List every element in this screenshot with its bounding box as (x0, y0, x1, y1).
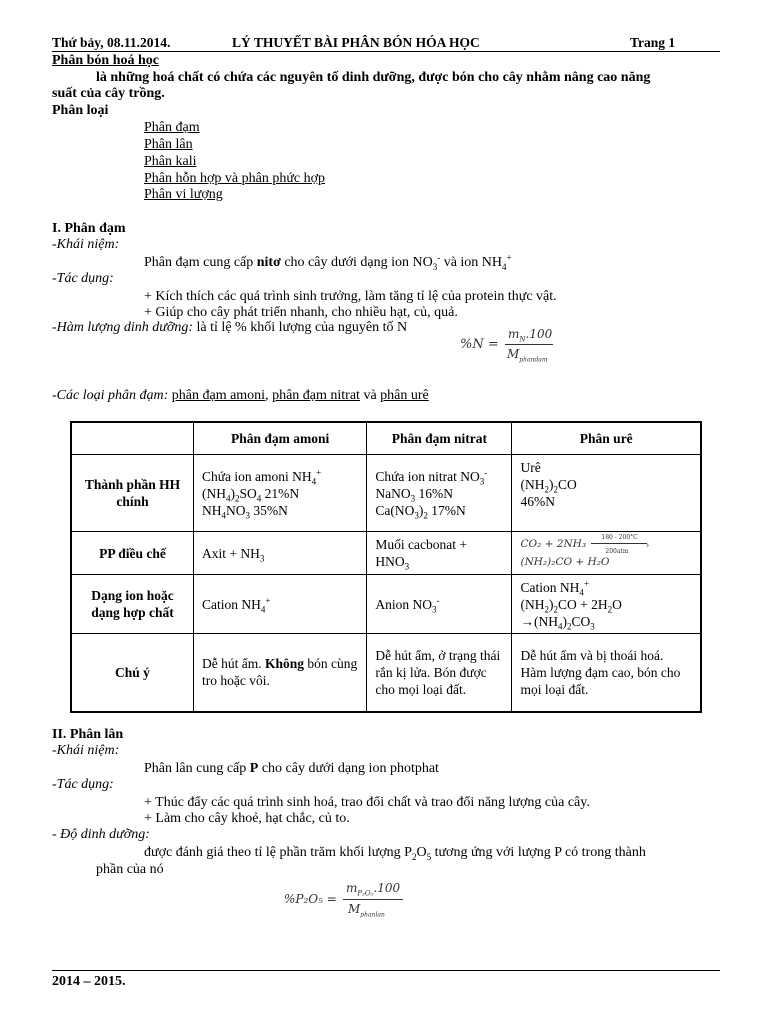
section1-concept-text: Phân đạm cung cấp nitơ cho cây dưới dạng ion $NO_3^-$ và ion $NH_4^+$ (144, 252, 512, 272)
row-label: Chú ý (71, 634, 193, 712)
table-header-cell: Phân đạm nitrat (367, 422, 512, 455)
urea-reaction-line2: (NH₂)₂CO + H₂O (520, 556, 610, 568)
table-cell: Axit + $NH_3$ (193, 532, 366, 575)
header-rule (52, 51, 720, 52)
header-page: Trang 1 (630, 35, 676, 50)
section1-content: -Hàm lượng dinh dưỡng: là tỉ lệ % khối lượng của nguyên tố N (52, 320, 408, 335)
table-corner-cell (71, 422, 193, 455)
footer-year: 2014 – 2015. (52, 974, 126, 989)
reaction-arrow-icon: › 180 - 200°C 200atm (591, 537, 649, 547)
formula-n-denominator: $M_{phandam}$ (507, 347, 548, 364)
table-row (71, 455, 701, 532)
table-row (71, 575, 701, 634)
table-cell: Cation $NH_4^+$ $(NH_2)_2CO + 2H_2O$ $\to(NH_4)_2CO_3$ (512, 575, 701, 634)
row-label: Dạng ion hoặc dạng hợp chất (71, 575, 193, 634)
type-item: Phân hỗn hợp và phân phức hợp (144, 171, 326, 186)
section2-heading: II. Phân lân (52, 727, 124, 742)
section1-effect1: + Kích thích các quá trình sinh trưởng, làm tăng tỉ lệ của protein thực vật. (144, 289, 557, 304)
intro-heading: Phân bón hoá học (52, 53, 159, 68)
type-item: Phân kali (144, 154, 197, 169)
table-row (71, 532, 701, 575)
footer-rule (52, 970, 720, 971)
formula-p-numerator: $m_{P_2O_5}.100$ (346, 881, 401, 898)
type-item: Phân vi lượng (144, 187, 223, 202)
section1-effect2: + Giúp cho cây phát triển nhanh, cho nhiều hạt, củ, quả. (144, 305, 458, 320)
section1-effect-label: -Tác dụng: (52, 271, 114, 286)
table-cell: Dễ hút ẩm. Không bón cùng tro hoặc vôi. (193, 634, 366, 712)
table-cell: Dễ hút ẩm và bị thoái hoá. Hàm lượng đạm cao, bón cho mọi loại đất. (512, 634, 701, 712)
table-row (71, 634, 701, 712)
intro-definition-line1: là những hoá chất có chứa các nguyên tố dinh dưỡng, được bón cho cây nhằm nâng cao năng (96, 70, 651, 85)
row-label: Thành phần HH chính (71, 455, 193, 532)
formula-p-denominator: $M_{phanlan}$ (348, 902, 385, 919)
section1-concept-label: -Khái niệm: (52, 237, 120, 252)
section2-concept-text: Phân lân cung cấp P cho cây dưới dạng ion photphat (144, 761, 439, 776)
section1-heading: I. Phân đạm (52, 221, 126, 236)
table-cell: Muối cacbonat + $HNO_3$ (367, 532, 512, 575)
table-cell (512, 532, 701, 575)
table-cell: Chứa ion amoni $NH_4^+$ $(NH_4)_2SO_4$ 21%N $NH_4NO_3$ 35%N (193, 455, 366, 532)
table-cell: Anion $NO_3^-$ (367, 575, 512, 634)
section2-content-label: - Độ dinh dưỡng: (52, 827, 150, 842)
section2-effect1: + Thúc đẩy các quá trình sinh hoá, trao đổi chất và trao đổi năng lượng của cây. (144, 795, 590, 810)
formula-p-lhs: %P₂O₅ = (284, 892, 337, 906)
intro-definition-line2: suất của cây trồng. (52, 86, 165, 101)
table-cell: Dễ hút ẩm, ở trạng thái rắn kị lửa. Bón được cho mọi loại đất. (367, 634, 512, 712)
table-cell: Chứa ion nitrat $NO_3^-$ NaNO$_3$ 16%N $Ca(NO_3)_2$ 17%N (367, 455, 512, 532)
formula-p-bar (343, 899, 403, 900)
section2-concept-label: -Khái niệm: (52, 743, 120, 758)
header-date: Thứ bảy, 08.11.2014. (52, 35, 171, 50)
table-cell: Cation $NH_4^+$ (193, 575, 366, 634)
classify-heading: Phân loại (52, 103, 109, 118)
table-header-cell: Phân đạm amoni (193, 422, 366, 455)
table-cell: Urê $(NH_2)_2CO$ 46%N (512, 455, 701, 532)
section2-effect2: + Làm cho cây khoẻ, hạt chắc, củ to. (144, 811, 350, 826)
section2-content-line2: phần của nó (96, 862, 164, 877)
formula-n-lhs: %N = (460, 337, 499, 352)
section2-content-line1: được đánh giá theo tỉ lệ phần trăm khối lượng $P_2O_5$ tương ứng với lượng P có trong thành (144, 845, 646, 862)
header-title: LÝ THUYẾT BÀI PHÂN BÓN HÓA HỌC (232, 35, 480, 50)
type-item: Phân lân (144, 137, 193, 152)
table-header-row (71, 422, 701, 455)
type-item: Phân đạm (144, 120, 200, 135)
urea-reaction-line1: CO₂ + 2NH₃ › 180 - 200°C 200atm (520, 534, 650, 555)
row-label: PP điều chế (71, 532, 193, 575)
formula-n-bar (505, 344, 553, 345)
section1-kinds: -Các loại phân đạm: phân đạm amoni, phân đạm nitrat và phân urê (52, 388, 429, 403)
table-header-cell: Phân urê (512, 422, 701, 455)
formula-n-numerator: $m_N.100$ (508, 327, 553, 344)
nitrogen-fertilizer-table (70, 421, 702, 713)
section2-effect-label: -Tác dụng: (52, 777, 114, 792)
